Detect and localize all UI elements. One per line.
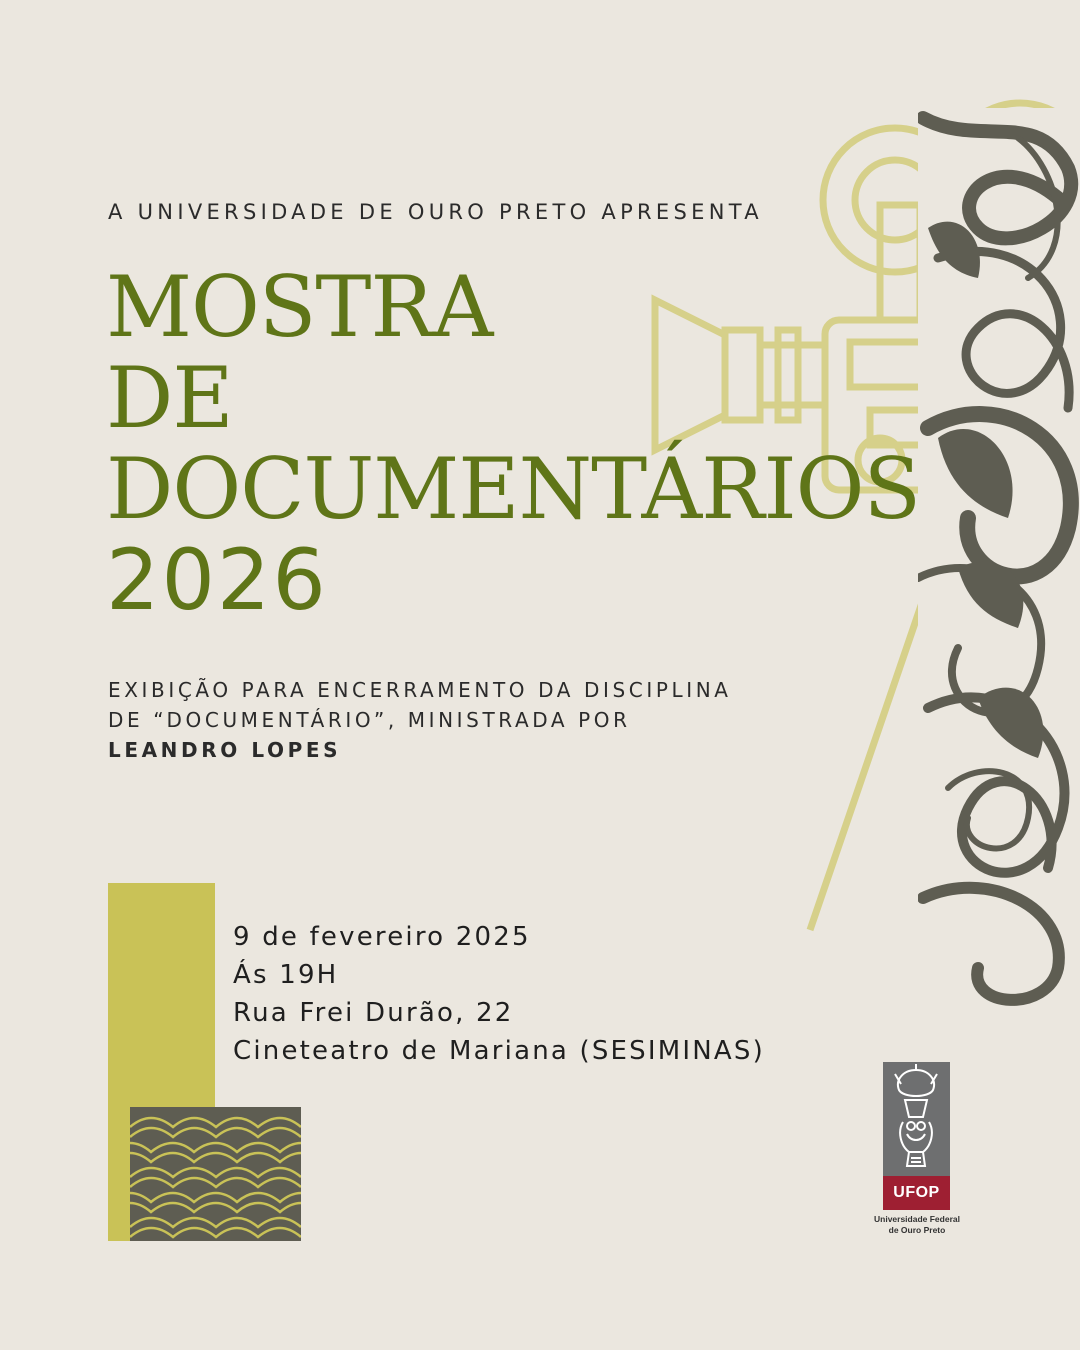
subtitle-line-1: EXIBIÇÃO PARA ENCERRAMENTO DA DISCIPLINA [108, 678, 732, 702]
title-year: 2026 [106, 531, 328, 629]
ufop-emblem-icon [883, 1062, 950, 1176]
brush-swirl-pattern [918, 108, 1080, 1013]
ufop-abbreviation: UFOP [883, 1176, 950, 1210]
wave-pattern-icon [130, 1107, 301, 1241]
event-address: Rua Frei Durão, 22 [233, 998, 514, 1028]
ufop-full-name [868, 1214, 966, 1236]
title-line-1: MOSTRA [106, 258, 493, 356]
teacher-name: LEANDRO LOPES [108, 738, 342, 762]
event-title [106, 258, 921, 629]
presenter-line: A UNIVERSIDADE DE OURO PRETO APRESENTA [108, 200, 763, 224]
event-details [233, 918, 765, 1070]
swirl-icon [918, 108, 1080, 1013]
event-venue: Cineteatro de Mariana (SESIMINAS) [233, 1036, 765, 1066]
ufop-name-line-2: de Ouro Preto [888, 1225, 946, 1235]
event-date: 9 de fevereiro 2025 [233, 922, 531, 952]
ufop-name-line-1: Universidade Federal [874, 1214, 960, 1224]
title-line-2: DE [106, 349, 233, 447]
event-subtitle [108, 675, 732, 765]
subtitle-line-2: DE “DOCUMENTÁRIO”, MINISTRADA POR [108, 708, 631, 732]
title-line-3: DOCUMENTÁRIOS [106, 440, 921, 538]
ufop-logo [872, 1062, 960, 1244]
event-time: Ás 19H [233, 960, 339, 990]
